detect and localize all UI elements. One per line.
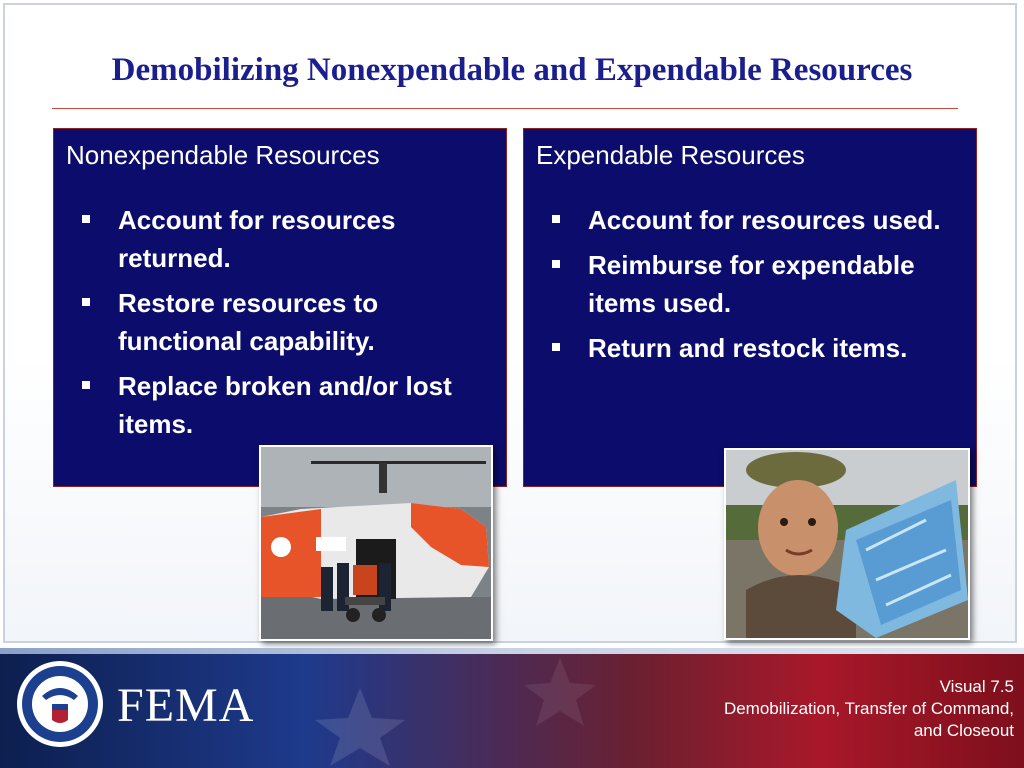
caption-line-2: and Closeout [913,721,1014,740]
square-bullet-icon [82,381,90,389]
slide-title: Demobilizing Nonexpendable and Expendable Resources [111,52,913,88]
bullet-list [548,201,948,374]
nonexpendable-panel [53,128,507,487]
list-item: Return and restock items. [548,329,948,367]
panel-heading-expendable: Expendable Resources [536,140,805,170]
caption-line-1: Demobilization, Transfer of Command, [723,699,1014,718]
dhs-seal-icon [16,660,104,748]
visual-number: Visual 7.5 [939,677,1014,696]
helicopter-photo [259,445,493,641]
list-item: Reimburse for expendable items used. [548,246,948,322]
square-bullet-icon [82,298,90,306]
list-item: Replace broken and/or lost items. [78,367,478,443]
fema-logo-text: FEMA [117,679,255,732]
square-bullet-icon [552,215,560,223]
expendable-panel [523,128,977,487]
square-bullet-icon [82,215,90,223]
list-item: Restore resources to functional capability. [78,284,478,360]
list-item: Account for resources used. [548,201,948,239]
title-divider [52,108,958,109]
square-bullet-icon [552,260,560,268]
soldier-photo [724,448,970,640]
slide-caption [594,676,1014,742]
panel-heading-nonexpendable: Nonexpendable Resources [66,140,380,170]
bullet-list [78,201,478,450]
list-item: Account for resources returned. [78,201,478,277]
square-bullet-icon [552,343,560,351]
